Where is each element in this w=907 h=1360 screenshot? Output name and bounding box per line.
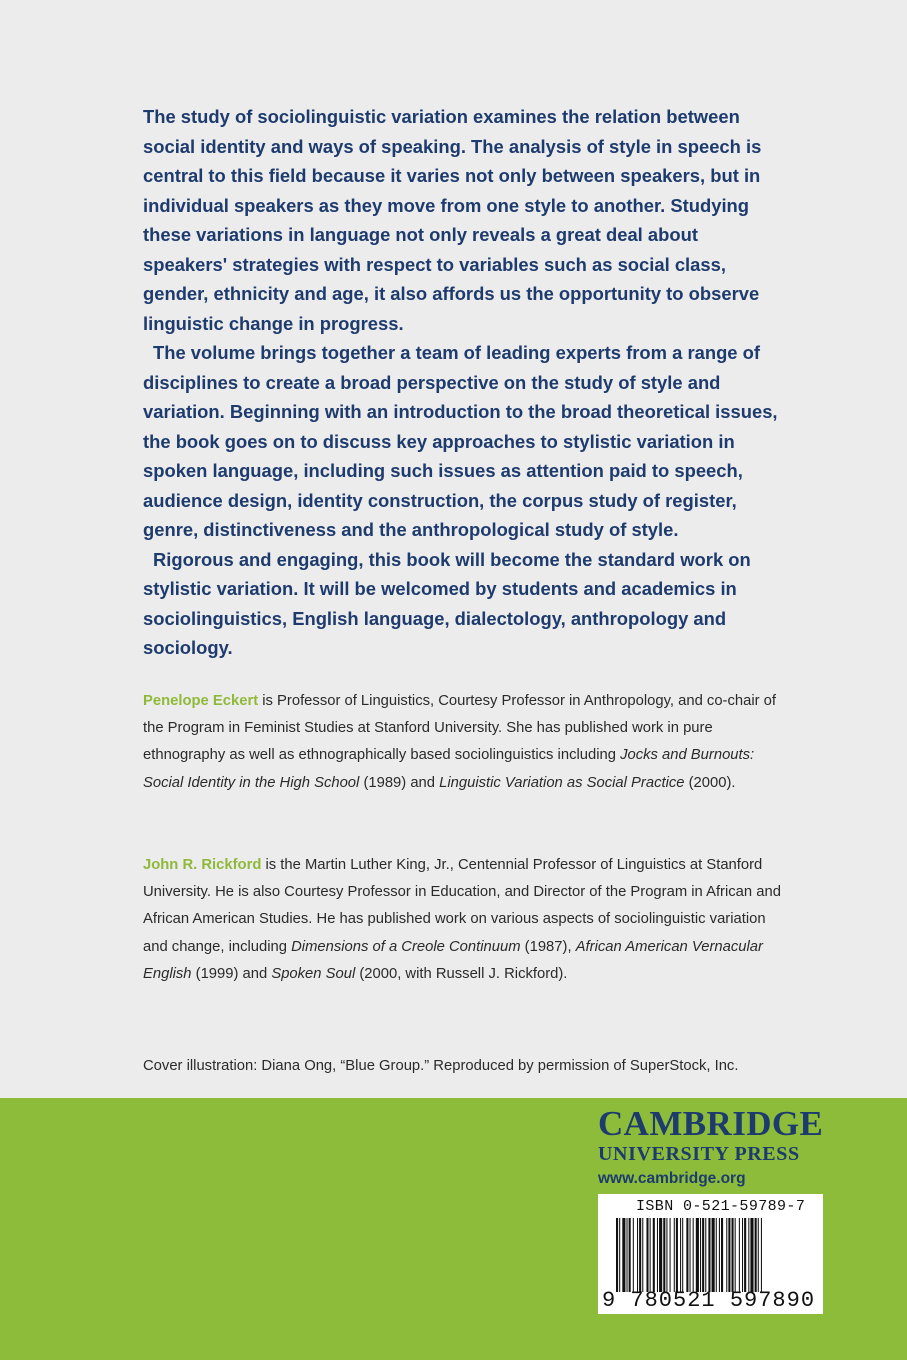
barcode-bar [686, 1218, 688, 1292]
bio-text: (1987), [520, 938, 576, 955]
book-description [143, 102, 783, 663]
barcode-bar [670, 1218, 671, 1292]
barcode-bar [739, 1218, 740, 1292]
barcode-icon [616, 1218, 804, 1292]
barcode-bar [758, 1218, 759, 1292]
description-paragraph-2: The volume brings together a team of leading experts from a range of disciplines to create a broad perspective on the study of style and variation. Beginning with an introduction to the broad theoretical issues, the book goes on to discuss key approaches to stylistic variation in spoken language, including such issues as attention paid to speech, audience design, identity construction, the corpus study of register, genre, distinctiveness and the anthropological study of style. [143, 342, 778, 540]
barcode-bar [735, 1218, 736, 1292]
publisher-url: www.cambridge.org [598, 1170, 746, 1187]
barcode-bar [755, 1218, 757, 1292]
barcode-bar [637, 1218, 638, 1292]
author-name-rickford: John R. Rickford [143, 857, 262, 873]
author-name-eckert: Penelope Eckert [143, 693, 259, 709]
barcode-bar [721, 1218, 723, 1292]
barcode-bar [705, 1218, 706, 1292]
barcode-bar [680, 1218, 681, 1292]
barcode-bar [750, 1218, 753, 1292]
barcode-bar [657, 1218, 658, 1292]
barcode-bar [659, 1218, 662, 1292]
barcode-digits: 9 780521 597890 [602, 1288, 816, 1313]
barcode-bar [682, 1218, 683, 1292]
description-paragraph-1: The study of sociolinguistic variation examines the relation between social identity and ways of speaking. The analysis of style in speech is central to this field because it varies not only between speakers, but in individual speakers as they move from one style to another. Studying these variations in language not only reveals a great deal about speakers' strategies with respect to variables such as social class, gender, ethnicity and age, it also affords us the opportunity to observe linguistic change in progress. [143, 106, 762, 334]
barcode-bar [627, 1218, 628, 1292]
bio-text: (1999) and [191, 965, 272, 982]
book-title: Jocks and Burnouts: Social Identity in the High School [143, 747, 755, 791]
barcode-bar [708, 1218, 710, 1292]
barcode-bar [696, 1218, 699, 1292]
publisher-press: UNIVERSITY PRESS [598, 1143, 800, 1165]
barcode-bar [719, 1218, 720, 1292]
book-title: Linguistic Variation as Social Practice [439, 774, 685, 791]
barcode-bar [748, 1218, 749, 1292]
barcode-bar [742, 1218, 743, 1292]
barcode-bar [666, 1218, 667, 1292]
barcode-bar [650, 1218, 651, 1292]
author-bio-rickford [143, 852, 793, 988]
bio-text: is Professor of Linguistics, Courtesy Professor in Anthropology, and co-chair of the Program in Feminist Studies at Stanford University. She has published work in pure ethnography as well as ethnographically based sociolinguistics including [143, 693, 777, 764]
barcode-bar [622, 1218, 625, 1292]
barcode-bar [761, 1218, 762, 1292]
barcode-bar [653, 1218, 655, 1292]
cover-illustration-credit: Cover illustration: Diana Ong, “Blue Group.” Reproduced by permission of SuperStock, Inc. [143, 1058, 739, 1074]
barcode-bar [744, 1218, 746, 1292]
barcode-bar [732, 1218, 734, 1292]
description-paragraph-3: Rigorous and engaging, this book will become the standard work on stylistic variation. It will be welcomed by students and academics in sociolinguistics, English language, dialectology, anthropology and sociology. [143, 548, 751, 658]
publisher-logo [598, 1106, 823, 1189]
book-title: African American Vernacular English [143, 938, 763, 982]
bio-text: (2000, with Russell J. Rickford). [355, 965, 568, 982]
barcode-bar [639, 1218, 641, 1292]
barcode-bar [633, 1218, 634, 1292]
bio-text: (1989) and [359, 774, 440, 791]
barcode-bar [616, 1218, 618, 1292]
barcode-bar [674, 1218, 675, 1292]
book-title: Spoken Soul [271, 965, 356, 982]
barcode-bar [676, 1218, 678, 1292]
barcode-bar [693, 1218, 694, 1292]
bio-text: is the Martin Luther King, Jr., Centennial Professor of Linguistics at Stanford University. He is also Courtesy Professor in Education, and Director of the Program in African and African American Studies. He has published work on various aspects of sociolinguistic variation and change, including [143, 857, 781, 955]
bio-text: (2000). [684, 774, 736, 791]
book-title: Dimensions of a Creole Continuum [291, 938, 521, 955]
barcode-bar [726, 1218, 727, 1292]
barcode-bar [690, 1218, 691, 1292]
barcode-bar [700, 1218, 701, 1292]
barcode-bar [702, 1218, 704, 1292]
publisher-name: CAMBRIDGE [598, 1104, 824, 1143]
barcode-bar [646, 1218, 648, 1292]
barcode-bar [716, 1218, 717, 1292]
barcode-bar [728, 1218, 730, 1292]
isbn-label: ISBN 0-521-59789-7 [636, 1198, 806, 1215]
barcode-bar [642, 1218, 643, 1292]
isbn-barcode [598, 1194, 823, 1314]
barcode-bar [663, 1218, 665, 1292]
barcode-bar [712, 1218, 715, 1292]
barcode-bar [619, 1218, 620, 1292]
barcode-bar [629, 1218, 631, 1292]
author-bio-eckert [143, 688, 793, 797]
